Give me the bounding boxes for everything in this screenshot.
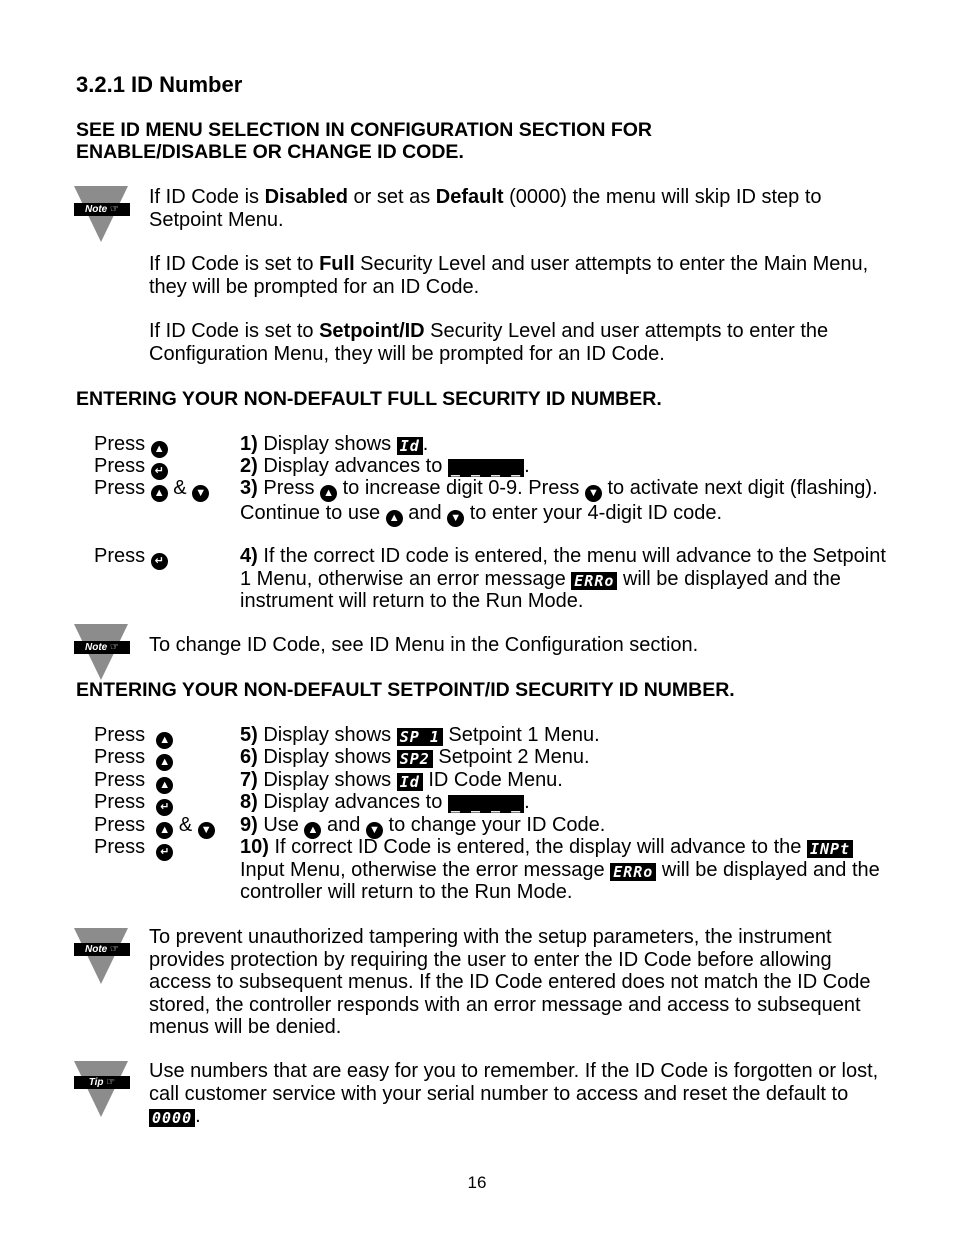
up-arrow-button-icon: ▲ <box>156 777 173 794</box>
enter-button-icon: ↵ <box>156 844 173 861</box>
up-arrow-button-icon: ▲ <box>156 732 173 749</box>
note1-paragraph-1: If ID Code is Disabled or set as Default (0000) the menu will skip ID step to Setpoint Menu. <box>149 186 822 231</box>
enter-button-icon: ↵ <box>151 463 168 480</box>
up-arrow-button-icon: ▲ <box>151 441 168 458</box>
section-title: 3.2.1 ID Number <box>76 72 243 97</box>
page-number: 16 <box>467 1173 487 1192</box>
tip-label: Tip <box>88 1077 104 1088</box>
config-notice-line-2: ENABLE/DISABLE OR CHANGE ID CODE. <box>76 141 464 163</box>
note3-text: To prevent unauthorized tampering with the setup parameters, the instrument provides protection by requiring the user to enter the ID Code before allowing access to subsequent menus. If the ID Code entered does not match the ID Code stored, the controller responds with an error message and access to subsequent menus will be denied. <box>149 926 871 1038</box>
up-button-icon: ▲ <box>304 822 321 839</box>
lcd-display: ERRo <box>571 572 617 590</box>
lcd-display: 0000 <box>149 1109 195 1127</box>
enter-button-icon: ↵ <box>156 799 173 816</box>
lcd-display: _ _ _ _ <box>448 459 524 477</box>
config-notice-line-1: SEE ID MENU SELECTION IN CONFIGURATION SECTION FOR <box>76 119 652 141</box>
note-icon: Note ☞ <box>72 624 130 680</box>
up-button-icon: ▲ <box>156 822 173 839</box>
down-button-icon: ▼ <box>198 822 215 839</box>
note1-paragraph-2: If ID Code is set to Full Security Level and user attempts to enter the Main Menu, they will be prompted for an ID Code. <box>149 253 869 298</box>
heading-full-security: ENTERING YOUR NON-DEFAULT FULL SECURITY ID NUMBER. <box>76 388 662 410</box>
heading-setpoint-security: ENTERING YOUR NON-DEFAULT SETPOINT/ID SECURITY ID NUMBER. <box>76 679 735 701</box>
tip-icon: Tip ☞ <box>72 1061 130 1117</box>
up-button-icon: ▲ <box>386 510 403 527</box>
note2-text: To change ID Code, see ID Menu in the Configuration section. <box>149 634 699 656</box>
note-icon: Note ☞ <box>72 928 130 984</box>
up-button-icon: ▲ <box>320 485 337 502</box>
tip-text: Use numbers that are easy for you to remember. If the ID Code is forgotten or lost, call customer service with your serial number to access and reset the default to 0000 . <box>149 1060 879 1127</box>
down-button-icon: ▼ <box>192 485 209 502</box>
lcd-display: ERRo <box>610 863 656 881</box>
note1-paragraph-3: If ID Code is set to Setpoint/ID Security Level and user attempts to enter the Configuration Menu, they will be prompted for an ID Code. <box>149 320 829 365</box>
lcd-display: INPt <box>807 840 853 858</box>
lcd-display: SP 1 <box>397 728 443 746</box>
down-button-icon: ▼ <box>366 822 383 839</box>
note-icon: Note ☞ <box>72 186 130 242</box>
note-label: Note <box>85 204 108 215</box>
lcd-display: SP2 <box>397 750 433 768</box>
lcd-display: Id <box>397 773 423 791</box>
down-button-icon: ▼ <box>447 510 464 527</box>
down-button-icon: ▼ <box>585 485 602 502</box>
enter-button-icon: ↵ <box>151 553 168 570</box>
up-arrow-button-icon: ▲ <box>156 754 173 771</box>
up-button-icon: ▲ <box>151 485 168 502</box>
lcd-display: Id <box>397 437 423 455</box>
lcd-display: _ _ _ _ <box>448 795 524 813</box>
